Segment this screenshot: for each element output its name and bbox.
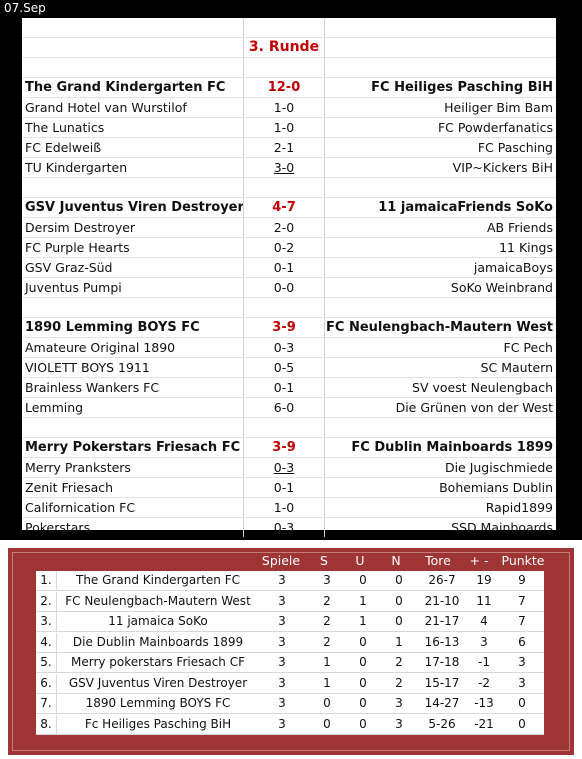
results-sheet [22, 18, 556, 535]
match-row [22, 458, 556, 478]
standings-cell-spiele: 3 [278, 634, 286, 649]
standings-cell-tore: 21-17 [424, 614, 460, 628]
standings-cell-s: 2 [323, 634, 331, 649]
standings-cell-team: Die Dublin Mainboards 1899 [72, 634, 244, 649]
standings-cell-tore: 14-27 [424, 696, 460, 710]
match-score: 0-1 [243, 478, 325, 497]
standings-cell-n: 0 [395, 593, 403, 608]
standings-table [36, 571, 544, 735]
header-punkte: Punkte [501, 553, 545, 568]
match-score: 0-0 [243, 278, 325, 297]
standings-cell-punkte: 7 [518, 593, 526, 608]
round-title: 3. Runde [243, 38, 325, 57]
standings-cell-s: 0 [323, 716, 331, 731]
standings-row [36, 571, 544, 591]
standings-cell-rank: 8. [36, 715, 57, 734]
match-away: AB Friends [486, 220, 553, 235]
match-home: VIOLETT BOYS 1911 [25, 360, 150, 375]
standings-cell-spiele: 3 [278, 573, 286, 587]
match-score: 1-0 [243, 98, 325, 117]
group-header-row [22, 438, 556, 458]
match-away: SC Mautern [480, 360, 553, 375]
standings-cell-team: The Grand Kindergarten FC [76, 573, 240, 587]
standings-cell-u: 0 [359, 716, 367, 731]
group-score: 3-9 [243, 438, 325, 457]
group-header-row [22, 78, 556, 98]
standings-cell-u: 0 [359, 696, 367, 710]
match-home: FC Edelweiß [25, 140, 102, 155]
match-score: 0-1 [243, 258, 325, 277]
standings-cell-rank: 2. [36, 592, 57, 611]
standings-cell-tore: 26-7 [428, 573, 456, 587]
group-away-team: FC Dublin Mainboards 1899 [351, 440, 553, 455]
match-home: Dersim Destroyer [25, 220, 136, 235]
standings-cell-team: FC Neulengbach-Mautern West [65, 593, 251, 608]
match-away: Rapid1899 [485, 500, 553, 515]
header-s: S [320, 553, 328, 568]
match-row [22, 478, 556, 498]
standings-cell-spiele: 3 [278, 675, 286, 690]
group-score: 3-9 [243, 318, 325, 337]
standings-cell-n: 3 [395, 696, 403, 710]
sheet-row-blank [22, 418, 556, 438]
standings-panel [8, 548, 574, 755]
standings-cell-team: 1890 Lemming BOYS FC [85, 696, 231, 710]
standings-cell-n: 1 [395, 634, 403, 649]
date-label: 07.Sep [4, 1, 46, 15]
match-home: FC Purple Hearts [25, 240, 130, 255]
match-score: 1-0 [243, 118, 325, 137]
match-away: FC Pasching [477, 140, 553, 155]
match-row [22, 218, 556, 238]
standings-cell-spiele: 3 [278, 593, 286, 608]
standings-cell-tore: 5-26 [428, 716, 456, 731]
standings-row [36, 633, 544, 653]
standings-cell-s: 1 [323, 675, 331, 690]
match-score: 2-0 [243, 218, 325, 237]
match-away: SSD Mainboards [451, 520, 553, 535]
standings-cell-n: 2 [395, 655, 403, 669]
group-away-team: FC Heiliges Pasching BiH [371, 80, 553, 95]
standings-cell-u: 0 [359, 675, 367, 690]
standings-cell-tore: 17-18 [424, 655, 460, 669]
sheet-row-blank [22, 58, 556, 78]
standings-cell-u: 0 [359, 634, 367, 649]
group-score: 4-7 [243, 198, 325, 217]
standings-header [8, 552, 574, 570]
match-score: 2-1 [243, 138, 325, 157]
match-row [22, 358, 556, 378]
standings-cell-tore: 16-13 [424, 634, 460, 649]
standings-cell-team: Merry pokerstars Friesach CF [71, 655, 245, 669]
match-away: SoKo Weinbrand [450, 280, 553, 295]
standings-cell-s: 2 [323, 593, 331, 608]
standings-cell-u: 0 [359, 573, 367, 587]
match-away: Heiliger Bim Bam [444, 100, 553, 115]
header-tore: Tore [425, 553, 451, 568]
standings-cell-s: 3 [323, 573, 331, 587]
match-away: jamaicaBoys [473, 260, 553, 275]
sheet-row-blank [22, 298, 556, 318]
standings-cell-rank: 7. [36, 694, 57, 713]
standings-cell-diff: -13 [474, 696, 494, 710]
group-home-team: Merry Pokerstars Friesach FC [25, 440, 241, 455]
match-row [22, 138, 556, 158]
standings-cell-spiele: 3 [278, 655, 286, 669]
standings-row [36, 612, 544, 632]
match-away: SV voest Neulengbach [412, 380, 553, 395]
match-home: Juventus Pumpi [25, 280, 122, 295]
match-home: Merry Pranksters [25, 460, 131, 475]
standings-cell-punkte: 6 [518, 634, 526, 649]
standings-cell-team: GSV Juventus Viren Destroyer [68, 675, 248, 690]
match-row [22, 338, 556, 358]
match-row [22, 238, 556, 258]
sheet-row-blank [22, 178, 556, 198]
standings-cell-rank: 6. [36, 674, 57, 693]
standings-cell-team: Fc Heiliges Pasching BiH [84, 716, 232, 731]
match-score: 0-3 [273, 520, 295, 535]
match-home: Grand Hotel van Wurstilof [25, 100, 187, 115]
standings-cell-punkte: 0 [518, 696, 526, 710]
match-away: FC Pech [503, 340, 553, 355]
standings-cell-s: 1 [323, 655, 331, 669]
standings-cell-punkte: 3 [518, 675, 526, 690]
standings-cell-n: 0 [395, 573, 403, 587]
standings-row [36, 592, 544, 612]
match-score: 1-0 [243, 498, 325, 517]
match-row [22, 518, 556, 535]
standings-cell-spiele: 3 [278, 696, 286, 710]
match-home: The Lunatics [25, 120, 105, 135]
match-row [22, 378, 556, 398]
standings-cell-spiele: 3 [278, 614, 286, 628]
standings-cell-s: 0 [323, 696, 331, 710]
standings-cell-punkte: 7 [518, 614, 526, 628]
match-home: Brainless Wankers FC [25, 380, 160, 395]
match-home: Lemming [25, 400, 84, 415]
match-row [22, 278, 556, 298]
match-score: 6-0 [243, 398, 325, 417]
sheet-row-blank [22, 18, 556, 38]
standings-cell-tore: 21-10 [424, 593, 460, 608]
match-score: 0-3 [273, 460, 295, 475]
standings-row [36, 653, 544, 673]
match-score: 0-2 [243, 238, 325, 257]
standings-cell-team: 11 jamaica SoKo [108, 614, 208, 628]
match-away: VIP~Kickers BiH [452, 160, 553, 175]
standings-cell-diff: 19 [476, 573, 492, 587]
match-row [22, 258, 556, 278]
match-away: Die Jugischmiede [444, 460, 553, 475]
group-home-team: 1890 Lemming BOYS FC [25, 320, 200, 335]
match-home: Californication FC [25, 500, 136, 515]
group-away-team: 11 jamaicaFriends SoKo [378, 200, 553, 215]
match-away: FC Powderfanatics [437, 120, 553, 135]
match-home: Pokerstars [25, 520, 91, 535]
match-row [22, 98, 556, 118]
standings-cell-rank: 1. [36, 571, 57, 590]
match-score: 3-0 [273, 160, 295, 175]
match-away: Die Grünen von der West [395, 400, 553, 415]
match-away: 11 Kings [499, 240, 553, 255]
group-away-team: FC Neulengbach-Mautern West [326, 320, 553, 335]
standings-cell-rank: 5. [36, 653, 57, 672]
standings-cell-diff: -21 [474, 716, 494, 731]
standings-cell-diff: -2 [478, 675, 490, 690]
standings-cell-n: 3 [395, 716, 403, 731]
match-home: TU Kindergarten [25, 160, 128, 175]
match-row [22, 118, 556, 138]
header-n: N [391, 553, 401, 568]
standings-cell-punkte: 0 [518, 716, 526, 731]
group-header-row [22, 318, 556, 338]
match-home: Zenit Friesach [25, 480, 114, 495]
standings-cell-s: 2 [323, 614, 331, 628]
standings-row [36, 715, 544, 735]
standings-cell-diff: 11 [476, 593, 492, 608]
header-u: U [355, 553, 365, 568]
match-score: 0-3 [243, 338, 325, 357]
standings-cell-punkte: 3 [518, 655, 526, 669]
group-home-team: GSV Juventus Viren Destroyer [25, 200, 244, 215]
standings-cell-u: 0 [359, 655, 367, 669]
match-away: Bohemians Dublin [439, 480, 553, 495]
standings-cell-n: 0 [395, 614, 403, 628]
standings-cell-u: 1 [359, 614, 367, 628]
standings-cell-punkte: 9 [518, 573, 526, 587]
standings-cell-rank: 3. [36, 612, 57, 631]
standings-cell-n: 2 [395, 675, 403, 690]
group-score: 12-0 [243, 78, 325, 97]
match-score: 0-5 [243, 358, 325, 377]
standings-cell-spiele: 3 [278, 716, 286, 731]
match-row [22, 498, 556, 518]
group-home-team: The Grand Kindergarten FC [25, 80, 226, 95]
match-score: 0-1 [243, 378, 325, 397]
round-title-row [22, 38, 556, 58]
standings-cell-diff: 3 [480, 634, 488, 649]
group-header-row [22, 198, 556, 218]
standings-cell-tore: 15-17 [424, 675, 460, 690]
header-diff: + - [469, 553, 489, 568]
match-home: GSV Graz-Süd [25, 260, 113, 275]
standings-cell-diff: 4 [480, 614, 488, 628]
standings-cell-rank: 4. [36, 633, 57, 652]
standings-cell-u: 1 [359, 593, 367, 608]
match-row [22, 158, 556, 178]
header-spiele: Spiele [261, 553, 301, 568]
match-row [22, 398, 556, 418]
standings-row [36, 694, 544, 714]
standings-row [36, 674, 544, 694]
standings-cell-diff: -1 [478, 655, 490, 669]
match-home: Amateure Original 1890 [25, 340, 176, 355]
